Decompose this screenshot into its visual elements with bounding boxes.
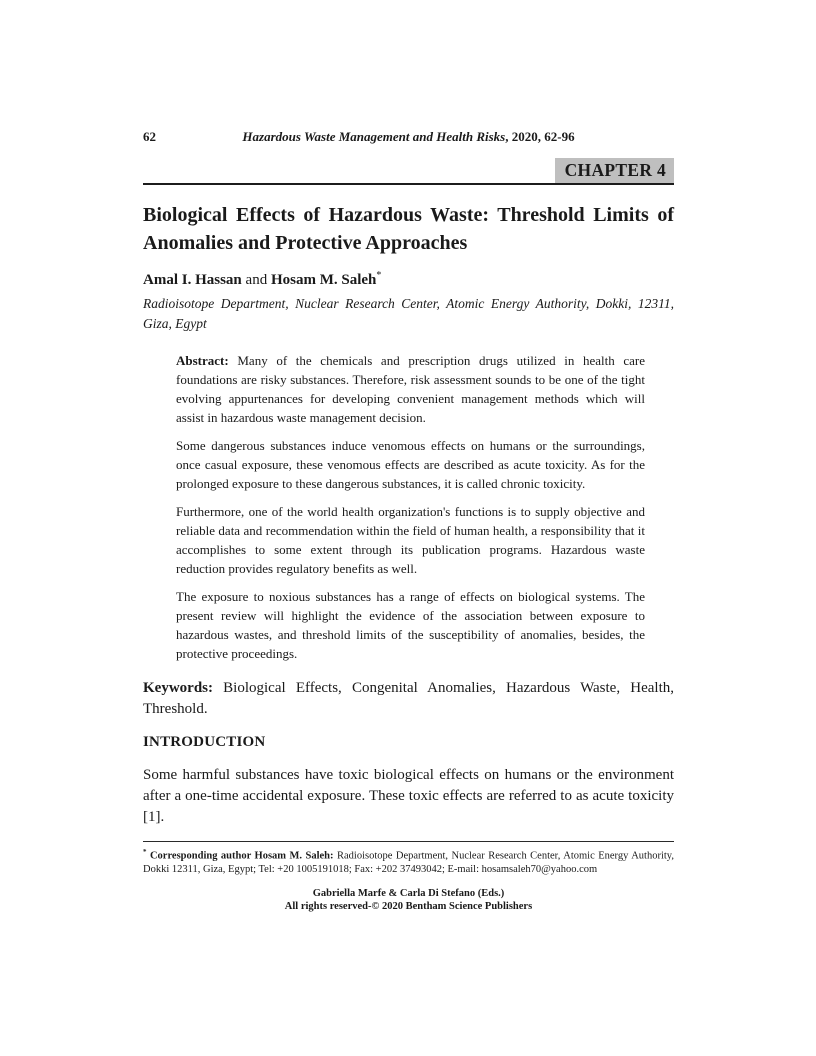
abstract-paragraph-1 <box>176 351 645 427</box>
running-title-suffix: , 2020, 62-96 <box>505 129 575 144</box>
abstract-block <box>176 351 645 663</box>
footnote-bold-label: Corresponding author Hosam M. Saleh: <box>149 850 334 862</box>
running-title-journal: Hazardous Waste Management and Health Risks <box>242 129 506 144</box>
chapter-badge: CHAPTER 4 <box>555 158 674 183</box>
keywords-text: Biological Effects, Congenital Anomalies, Hazardous Waste, Health, Threshold. <box>143 680 674 717</box>
author-connector: and <box>241 272 271 288</box>
chapter-title: Biological Effects of Hazardous Waste: Threshold Limits of Anomalies and Protective Approaches <box>143 204 674 254</box>
corresponding-author-footnote <box>143 841 674 876</box>
chapter-rule <box>143 158 674 185</box>
affiliation: Radioisotope Department, Nuclear Research Center, Atomic Energy Authority, Dokki, 12311, Giza, Egypt <box>143 296 674 331</box>
running-header <box>143 128 674 145</box>
introduction-heading: INTRODUCTION <box>143 734 266 750</box>
rights-line: All rights reserved-© 2020 Bentham Science Publishers <box>284 900 533 912</box>
corresponding-author-marker: * <box>376 270 382 281</box>
footnote-marker: * <box>143 848 147 856</box>
abstract-paragraph-2: Some dangerous substances induce venomous effects on humans or the surroundings, once casual exposure, these venomous effects are described as acute toxicity. As for the prolonged exposure to these dangerous substances, it is called chronic toxicity. <box>176 438 645 491</box>
authors-line <box>143 267 674 289</box>
keywords-line <box>143 678 674 720</box>
abstract-paragraph-3: Furthermore, one of the world health organization's functions is to supply objective and reliable data and recommendation within the field of human health, a responsibility that it accomplishes to some extent through its publication programs. Hazardous waste reduction provides regulatory benefits as well. <box>176 504 645 576</box>
author-1: Amal I. Hassan <box>143 272 242 288</box>
running-title <box>143 128 674 145</box>
abstract-paragraph-1-text: Many of the chemicals and prescription drugs utilized in health care foundations are risky substances. Therefore, risk assessment sounds to be one of the tight evolving appurtenances for developing convenient management methods which will assist in hazardous waste management decision. <box>176 353 645 425</box>
page-content <box>143 128 674 913</box>
publisher-block <box>143 887 674 913</box>
abstract-label: Abstract: <box>176 353 229 368</box>
editors-line: Gabriella Marfe & Carla Di Stefano (Eds.) <box>312 887 505 899</box>
abstract-paragraph-4: The exposure to noxious substances has a range of effects on biological systems. The present review will highlight the evidence of the association between exposure to hazardous wastes, and threshold limits of the susceptibility of anomalies, besides, the protective proceedings. <box>176 589 645 661</box>
keywords-label: Keywords: <box>143 680 213 696</box>
author-2: Hosam M. Saleh <box>270 272 377 288</box>
page-number: 62 <box>143 129 156 144</box>
footnote-text: Radioisotope Department, Nuclear Research Center, Atomic Energy Authority, Dokki 12311, Giza, Egypt; Tel: +20 1005191018; Fax: +202 37493042; E-mail: hosamsaleh70@yahoo.com <box>143 850 674 875</box>
introduction-paragraph: Some harmful substances have toxic biological effects on humans or the environment after a one-time accidental exposure. These toxic effects are referred to as acute toxicity [1]. <box>143 767 674 825</box>
